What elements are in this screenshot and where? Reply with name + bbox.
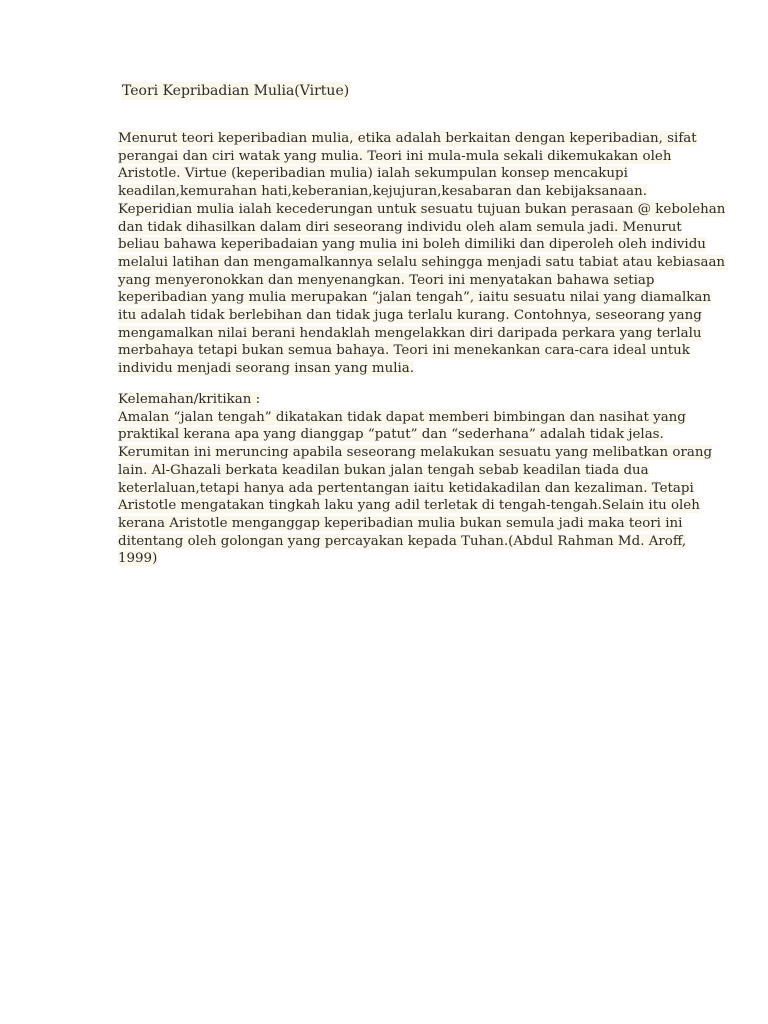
text-line: beliau bahawa keperibadaian yang mulia ini boleh dimiliki dan diperoleh oleh individu bbox=[118, 237, 706, 253]
paragraph-criticism bbox=[118, 391, 713, 568]
text-line: Keperidian mulia ialah kecederungan untuk sesuatu tujuan bukan perasaan @ kebolehan bbox=[118, 201, 726, 217]
text-line: keadilan,kemurahan hati,keberanian,kejujuran,kesabaran dan kebijaksanaan. bbox=[118, 184, 647, 200]
text-line: Amalan “jalan tengah” dikatakan tidak dapat memberi bimbingan dan nasihat yang bbox=[118, 409, 686, 425]
text-line: Menurut teori keperibadian mulia, etika adalah berkaitan dengan keperibadian, sifat bbox=[118, 131, 697, 146]
text-line: yang menyeronokkan dan menyenangkan. Teori ini menyatakan bahawa setiap bbox=[118, 272, 655, 288]
text-line: ditentang oleh golongan yang percayakan kepada Tuhan.(Abdul Rahman Md. Aroff, bbox=[118, 533, 687, 549]
text-line: individu menjadi seorang insan yang mulia. bbox=[118, 361, 415, 377]
text-line: lain. Al-Ghazali berkata keadilan bukan jalan tengah sebab keadilan tiada dua bbox=[118, 462, 649, 478]
text-line: melalui latihan dan mengamalkannya selalu sehingga menjadi satu tabiat atau kebiasaan bbox=[118, 254, 726, 270]
section-heading-criticism: Kelemahan/kritikan : bbox=[118, 392, 261, 407]
text-line: keterlaluan,tetapi hanya ada pertentangan iaitu ketidakadilan dan kezaliman. Tetapi bbox=[118, 480, 694, 496]
text-line: Kerumitan ini meruncing apabila seseorang melakukan sesuatu yang melibatkan orang bbox=[118, 445, 713, 461]
text-line: Aristotle mengatakan tingkah laku yang adil terletak di tengah-tengah.Selain itu oleh bbox=[118, 498, 700, 514]
text-line: keperibadian yang mulia merupakan “jalan tengah”, iaitu sesuatu nilai yang diamalkan bbox=[118, 290, 711, 306]
text-line: perangai dan ciri watak yang mulia. Teori ini mula-mula sekali dikemukakan oleh bbox=[118, 148, 672, 164]
text-line: Aristotle. Virtue (keperibadian mulia) ialah sekumpulan konsep mencakupi bbox=[118, 166, 628, 182]
text-line: 1999) bbox=[118, 551, 158, 567]
text-line: kerana Aristotle menganggap keperibadian mulia bukan semula jadi maka teori ini bbox=[118, 515, 683, 531]
text-line: mengamalkan nilai berani hendaklah mengelakkan diri daripada perkara yang terlalu bbox=[118, 325, 702, 341]
document-title: Teori Kepribadian Mulia(Virtue) bbox=[122, 83, 350, 99]
text-line: dan tidak dihasilkan dalam diri seseorang individu oleh alam semula jadi. Menurut bbox=[118, 219, 682, 235]
text-line: merbahaya tetapi bukan semua bahaya. Teori ini menekankan cara-cara ideal untuk bbox=[118, 343, 690, 359]
text-line: itu adalah tidak berlebihan dan tidak juga terlalu kurang. Contohnya, seseorang yang bbox=[118, 308, 702, 324]
text-line: praktikal kerana apa yang dianggap “patut” dan “sederhana” adalah tidak jelas. bbox=[118, 427, 664, 443]
paragraph-virtue-theory bbox=[118, 130, 726, 378]
